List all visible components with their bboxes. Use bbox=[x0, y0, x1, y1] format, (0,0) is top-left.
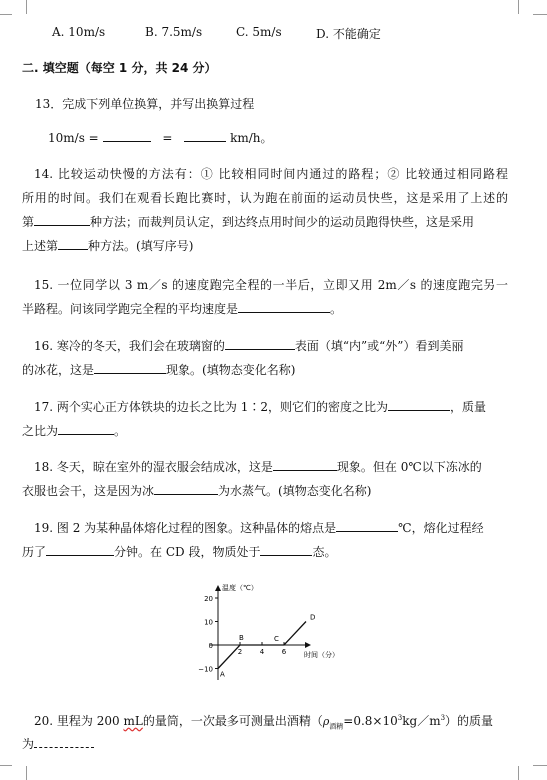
q15-line-2a: 半路程。问该同学跑完全程的平均速度是 bbox=[22, 302, 239, 316]
q19-blank-3 bbox=[260, 544, 312, 556]
point-label-b: B bbox=[239, 634, 244, 642]
q14-line-1: 14. 比较运动快慢的方法有：① 比较相同时间内通过的路程；② 比较通过相同路程 bbox=[34, 167, 508, 181]
q20-exponent-2: 3 bbox=[440, 714, 446, 722]
q17-line-2a: 之比为 bbox=[22, 424, 59, 438]
crop-mark-bottom-left-h bbox=[0, 765, 12, 766]
q16-line-1a: 16. 寒冷的冬天，我们会在玻璃窗的 bbox=[34, 339, 225, 353]
rho-symbol: ρ bbox=[322, 715, 330, 728]
q20-line-1c: =0.8×10 bbox=[343, 714, 398, 728]
q19-line-2c: 态。 bbox=[312, 545, 337, 559]
q20-line-1a: 20. 里程为 200 bbox=[34, 714, 120, 728]
q20-exponent: 3 bbox=[397, 714, 403, 722]
q14-line-2: 所用的时间。我们在观看长跑比赛时，认为跑在前面的运动员快些，这是采用了上述的 bbox=[22, 191, 508, 205]
q18-line-1 bbox=[34, 459, 482, 475]
q13-answer-line bbox=[48, 130, 273, 146]
q18-line-1b: 现象。但在 0℃以下冻冰的 bbox=[336, 460, 482, 474]
x-tick-label: 4 bbox=[259, 648, 265, 656]
crop-mark-top-left bbox=[12, 0, 27, 14]
point-label-d: D bbox=[310, 613, 316, 622]
q19-line-2 bbox=[22, 544, 336, 560]
crop-mark-bottom-left bbox=[12, 766, 27, 780]
q16-line-2b: 现象。(填物态变化名称) bbox=[166, 363, 296, 377]
q17-blank-1 bbox=[388, 399, 450, 411]
q14-line-3b: 种方法；而裁判员认定，到达终点用时间少的运动员跑得快些，这是采用 bbox=[90, 215, 475, 229]
q14-line-4a: 上述第 bbox=[22, 239, 59, 253]
q14-line-4 bbox=[22, 238, 193, 254]
q17-line-1b: ，质量 bbox=[450, 400, 487, 414]
q17-line-2 bbox=[22, 423, 126, 439]
q19-line-1a: 19. 图 2 为某种晶体熔化过程的图象。这种晶体的熔点是 bbox=[34, 521, 337, 535]
option-d: D. 不能确定 bbox=[316, 27, 381, 41]
q20-line-2 bbox=[22, 736, 94, 752]
q19-line-2b: 分钟。在 CD 段，物质处于 bbox=[114, 545, 261, 559]
crop-mark-bottom-right-h bbox=[533, 765, 547, 766]
q19-line-1b: ℃，熔化过程经 bbox=[398, 521, 484, 535]
x-tick-label: 6 bbox=[281, 648, 287, 656]
q13-text: 13．完成下列单位换算，并写出换算过程 bbox=[35, 97, 255, 111]
y-tick-label: 10 bbox=[204, 618, 213, 627]
crop-mark-top-right bbox=[518, 0, 533, 14]
q18-blank-1 bbox=[273, 459, 337, 471]
q17-line-1a: 17. 两个实心正方体铁块的边长之比为 1∶2，则它们的密度之比为 bbox=[34, 400, 388, 414]
q16-line-2a: 的冰花，这是 bbox=[22, 363, 95, 377]
q19-blank-1 bbox=[336, 520, 398, 532]
q16-blank-1 bbox=[225, 338, 295, 350]
rho-subscript: 酒精 bbox=[329, 722, 344, 731]
y-tick-label: 20 bbox=[204, 595, 213, 603]
y-axis-label: 温度（℃） bbox=[222, 584, 258, 592]
q16-line-1b: 表面（填“内”或“外”）看到美丽 bbox=[294, 339, 464, 353]
q19-line-2a: 历了 bbox=[22, 545, 47, 559]
option-c: C. 5m/s bbox=[236, 25, 282, 39]
y-tick-label: −10 bbox=[198, 665, 213, 674]
melting-graph bbox=[190, 580, 365, 685]
q14-blank-1 bbox=[34, 214, 90, 226]
q18-line-2b: 为水蒸气。(填物态变化名称) bbox=[218, 484, 372, 498]
q20-line-2a: 为 bbox=[22, 737, 35, 751]
q18-line-1a: 18. 冬天，晾在室外的湿衣服会结成冰，这是 bbox=[34, 460, 273, 474]
q20-unit: mL bbox=[123, 714, 143, 728]
q14-line-4b: 种方法。(填写序号) bbox=[88, 239, 194, 253]
crop-mark-top-left-h bbox=[0, 14, 12, 15]
point-label-c: C bbox=[274, 635, 279, 643]
y-tick-label: 0 bbox=[208, 642, 213, 650]
q17-line-1 bbox=[34, 399, 486, 415]
crop-mark-bottom-right bbox=[518, 766, 533, 780]
option-b: B. 7.5m/s bbox=[145, 25, 203, 39]
q20-line-1e: ）的质量 bbox=[445, 714, 494, 728]
q13-blank-1 bbox=[103, 130, 151, 142]
q14-line-3a: 第 bbox=[22, 215, 35, 229]
q20-line-1b: 的量筒，一次最多可测量出酒精（ bbox=[142, 714, 323, 728]
q18-line-2 bbox=[22, 483, 371, 499]
q15-blank bbox=[238, 301, 330, 313]
q16-blank-2 bbox=[94, 362, 166, 374]
q17-line-2b: 。 bbox=[114, 424, 127, 438]
q14-line-3 bbox=[22, 214, 474, 230]
q20-line-1 bbox=[34, 710, 493, 734]
q16-line-1 bbox=[34, 338, 463, 354]
x-axis-label: 时间（分） bbox=[304, 651, 339, 659]
point-label-a: A bbox=[220, 670, 225, 679]
x-tick-label: 2 bbox=[237, 648, 243, 656]
section-title: 二. 填空题（每空 1 分，共 24 分） bbox=[22, 61, 217, 75]
q14-blank-2 bbox=[58, 238, 88, 250]
q13-unit: km/h。 bbox=[230, 131, 273, 145]
q13-eq: = bbox=[162, 131, 173, 145]
q13-blank-2 bbox=[184, 130, 226, 142]
q15-line-2b: 。 bbox=[330, 302, 343, 316]
q17-blank-2 bbox=[58, 423, 114, 435]
q16-line-2 bbox=[22, 362, 295, 378]
q18-blank-2 bbox=[154, 483, 218, 495]
crop-mark-top-right-h bbox=[533, 14, 547, 15]
q19-blank-2 bbox=[46, 544, 114, 556]
q20-blank bbox=[34, 736, 94, 748]
q15-line-1: 15. 一位同学以 3 m／s 的速度跑完全程的一半后，立即又用 2m／s 的速度跑完另一 bbox=[34, 278, 508, 292]
option-a: A. 10m/s bbox=[52, 25, 106, 39]
q18-line-2a: 衣服也会干，这是因为冰 bbox=[22, 484, 155, 498]
q13-lead: 10m/s = bbox=[48, 131, 99, 145]
q15-line-2 bbox=[22, 301, 342, 317]
q19-line-1 bbox=[34, 520, 484, 536]
q20-line-1d: kg／m bbox=[402, 714, 441, 728]
